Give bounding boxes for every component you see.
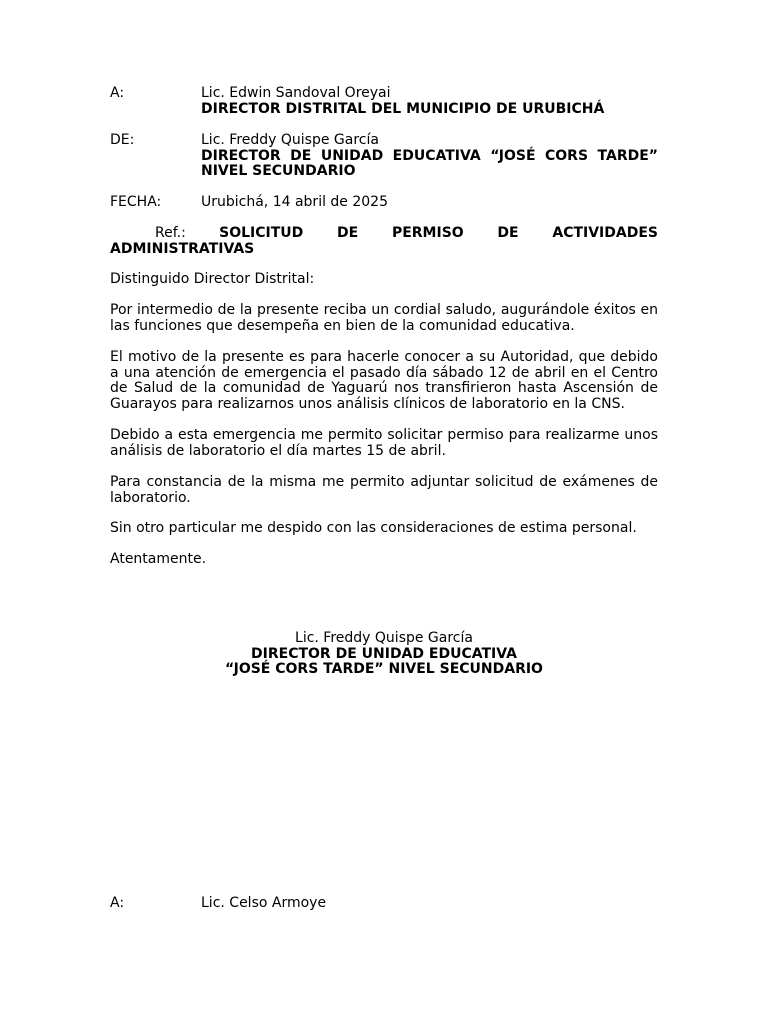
reference-line1 [110,226,658,242]
body-paragraph-1: Por intermedio de la presente reciba un cordial saludo, augurándole éxitos en las funciones que desempeña en bien de la comunidad educativa. [110,302,658,334]
greeting: Distinguido Director Distrital: [110,271,315,287]
reference-block [110,226,658,257]
date-value: Urubichá, 14 abril de 2025 [201,194,388,210]
to-label: A: [110,85,125,101]
body-paragraph-4: Para constancia de la misma me permito adjuntar solicitud de exámenes de laboratorio. [110,474,658,506]
closing: Atentamente. [110,551,207,567]
next-recipient-name: Lic. Celso Armoye [201,895,327,911]
to-name: Lic. Edwin Sandoval Oreyai [201,85,391,101]
to-block [110,86,658,117]
next-recipient-block [110,896,658,912]
from-title-line2: NIVEL SECUNDARIO [201,163,356,179]
reference-subject-line1: SOLICITUD DE PERMISO DE ACTIVIDADES [219,225,658,241]
to-title: DIRECTOR DISTRITAL DEL MUNICIPIO DE URUBICHÁ [201,100,605,117]
from-title-line1: DIRECTOR DE UNIDAD EDUCATIVA “JOSÉ CORS TARDE” [201,147,658,164]
date-label: FECHA: [110,194,162,210]
next-recipient-label: A: [110,895,125,911]
signature-block [110,631,658,678]
reference-label: Ref.: [155,225,186,241]
date-block [110,195,658,211]
signature-title-line1: DIRECTOR DE UNIDAD EDUCATIVA [251,645,517,662]
body-paragraph-2: El motivo de la presente es para hacerle conocer a su Autoridad, que debido a una atención de emergencia el pasado día sábado 12 de abril en el Centro de Salud de la comunidad de Yaguarú nos transfirieron hasta Ascensión de Guarayos para realizarnos unos análisis clínicos de laboratorio en la CNS. [110,349,658,412]
body-paragraph-5: Sin otro particular me despido con las consideraciones de estima personal. [110,520,637,536]
signature-title-line2: “JOSÉ CORS TARDE” NIVEL SECUNDARIO [225,661,543,677]
body-paragraph-3: Debido a esta emergencia me permito solicitar permiso para realizarme unos análisis de laboratorio el día martes 15 de abril. [110,427,658,459]
from-name: Lic. Freddy Quispe García [201,132,379,148]
signature-name: Lic. Freddy Quispe García [295,630,473,646]
from-block [110,133,658,180]
from-label: DE: [110,132,135,148]
reference-subject-line2: ADMINISTRATIVAS [110,240,255,257]
